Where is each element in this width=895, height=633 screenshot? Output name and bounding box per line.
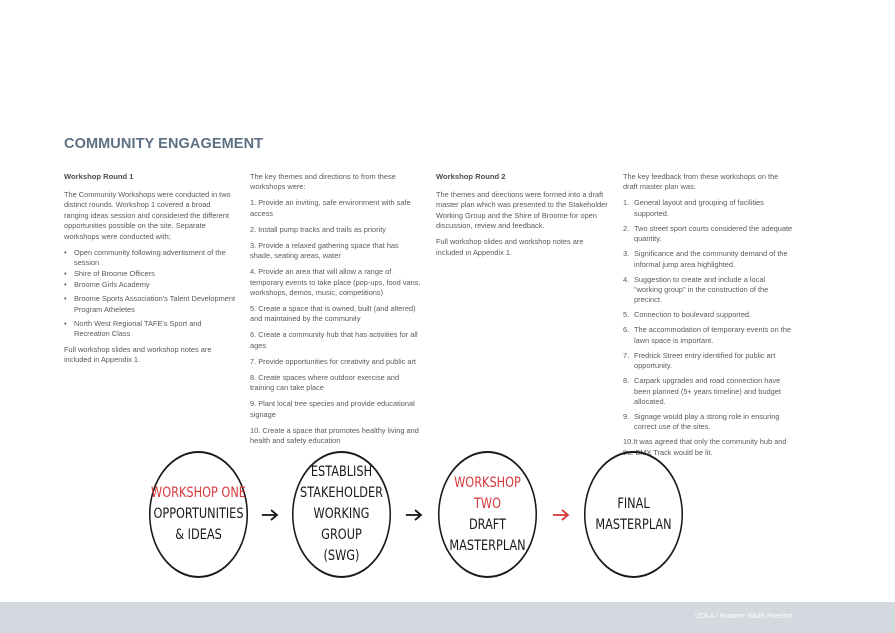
workshop-round-2-note: Full workshop slides and workshop notes are included in Appendix 1. (436, 237, 584, 257)
item-number: 7. (623, 350, 630, 360)
list-item: 7. Provide opportunities for creativity and public art (250, 356, 416, 366)
workshop-round-1-note: Full workshop slides and workshop notes are included in Appendix 1. (64, 344, 212, 365)
list-item: 5. Create a space that is owned, built (and altered) and maintained by the community (250, 304, 416, 324)
item-number: 4. (623, 274, 630, 284)
item-text: Significance and the community demand of the informal jump area highlighted. (634, 249, 788, 269)
stakeholder-group-circle (292, 451, 391, 578)
circle-line: OPPORTUNITIES (153, 506, 244, 522)
list-item (623, 351, 795, 372)
key-feedback-list (623, 198, 795, 458)
workshop-round-1-column (64, 172, 236, 371)
item-number: 3. (623, 249, 630, 259)
workshop-round-2-heading: Workshop Round 2 (436, 172, 506, 181)
list-item: 8. Create spaces where outdoor exercise and training can take place (250, 372, 400, 393)
item-text: Signage would play a strong role in ensuring correct use of the sites. (634, 412, 780, 432)
item-number: 1. (623, 198, 630, 208)
item-text: Carpark upgrades and road connection have been planned (5+ years timeline) and budget allocated. (634, 376, 781, 407)
circle-line: FINAL (617, 495, 650, 512)
circle-line: ESTABLISH (310, 464, 373, 480)
item-number: 5. (623, 310, 630, 320)
key-feedback-intro: The key feedback from these workshops on the draft master plan was: (623, 172, 779, 192)
list-item (623, 249, 795, 270)
list-item: 10. Create a space that promotes healthy living and health and safety education (250, 425, 419, 446)
item-text: Connection to boulevard supported. (634, 310, 752, 320)
workshop-two-circle (438, 451, 537, 578)
page-footer (0, 602, 895, 633)
workshop-round-1-list (64, 248, 236, 340)
item-text: Fredrick Street entry identified for public art opportunity. (634, 350, 776, 371)
list-item (623, 325, 795, 346)
circle-line: DRAFT (468, 516, 507, 533)
arrow-right-icon (262, 508, 280, 522)
key-themes-intro: The key themes and directions to from these workshops were: (250, 172, 396, 192)
key-feedback-column (623, 172, 795, 463)
list-item: • Broome Sports Association's Talent Development Program Atheletes (64, 294, 236, 315)
list-item: • Shire of Broome Officers (64, 269, 236, 279)
list-item: 10.It was agreed that only the community hub and the BMX Track would be lit. (623, 437, 787, 457)
circle-line: & IDEAS (175, 527, 222, 543)
circle-heading: WORKSHOP TWO (454, 474, 521, 512)
item-text: General layout and grouping of facilities supported. (634, 198, 764, 218)
circle-heading: WORKSHOP ONE (151, 485, 246, 501)
list-item: • Broome Girls Academy (64, 280, 236, 290)
workshop-round-2-column (436, 172, 608, 264)
list-item (623, 376, 795, 407)
item-text: Suggestion to create and include a local "working group" in the construction of the precinct. (634, 274, 769, 305)
item-number: 2. (623, 223, 630, 233)
list-item (623, 275, 795, 306)
workshop-round-1-intro: The Community Workshops were conducted in two distinct rounds. Workshop 1 covered a broad ranging ideas session and considered the different opportunities possible on the site. Separate workshops were conducted with; (64, 189, 231, 241)
arrow-right-icon (406, 508, 424, 522)
key-themes-list (250, 198, 422, 446)
list-item: • North West Regional TAFE's Sport and Recreation Class (64, 319, 236, 340)
list-item: 6. Create a community hub that has activities for all ages (250, 330, 418, 350)
list-item (623, 198, 795, 219)
circle-line: (SWG) (323, 548, 360, 564)
list-item (623, 224, 795, 245)
item-number: 6. (623, 325, 630, 335)
circle-line: STAKEHOLDER (300, 485, 383, 501)
circle-line: WORKING GROUP (313, 506, 370, 543)
list-item: 1. Provide an inviting, safe environment with safe access (250, 198, 411, 218)
item-text: The accommodation of temporary events on the lawn space is important. (634, 325, 791, 345)
list-item: 9. Plant local tree species and provide educational signage (250, 399, 415, 419)
workshop-one-circle (149, 451, 248, 578)
item-number: 9. (623, 412, 630, 422)
final-masterplan-circle (584, 451, 683, 578)
arrow-right-icon (553, 508, 571, 522)
footer-text: UDLA / Broome Youth Precinct (695, 611, 793, 620)
workshop-round-1-heading: Workshop Round 1 (64, 172, 134, 181)
list-item: 4. Provide an area that will allow a range of temporary events to take place (pop-ups, food vans, workshops, demos, music, competitions) (250, 267, 421, 298)
workshop-round-2-intro: The themes and directions were formed into a draft master plan which was presented to the Stakeholder Working Group and the Shire of Broome for open discussion, review and feedback. (436, 189, 608, 231)
item-text: Two street sport courts considered the adequate quantity. (634, 223, 793, 244)
key-themes-column (250, 172, 422, 452)
list-item (623, 310, 795, 320)
list-item: • Open community following advertisment of the session (64, 248, 236, 269)
circle-line: MASTERPLAN (595, 516, 672, 533)
page-title: COMMUNITY ENGAGEMENT (64, 136, 264, 152)
circle-line: MASTERPLAN (449, 537, 526, 554)
item-number: 8. (623, 376, 630, 386)
list-item (623, 412, 795, 433)
list-item: 2. Install pump tracks and trails as priority (250, 224, 386, 234)
list-item: 3. Provide a relaxed gathering space that has shade, seating areas, water (250, 240, 399, 261)
